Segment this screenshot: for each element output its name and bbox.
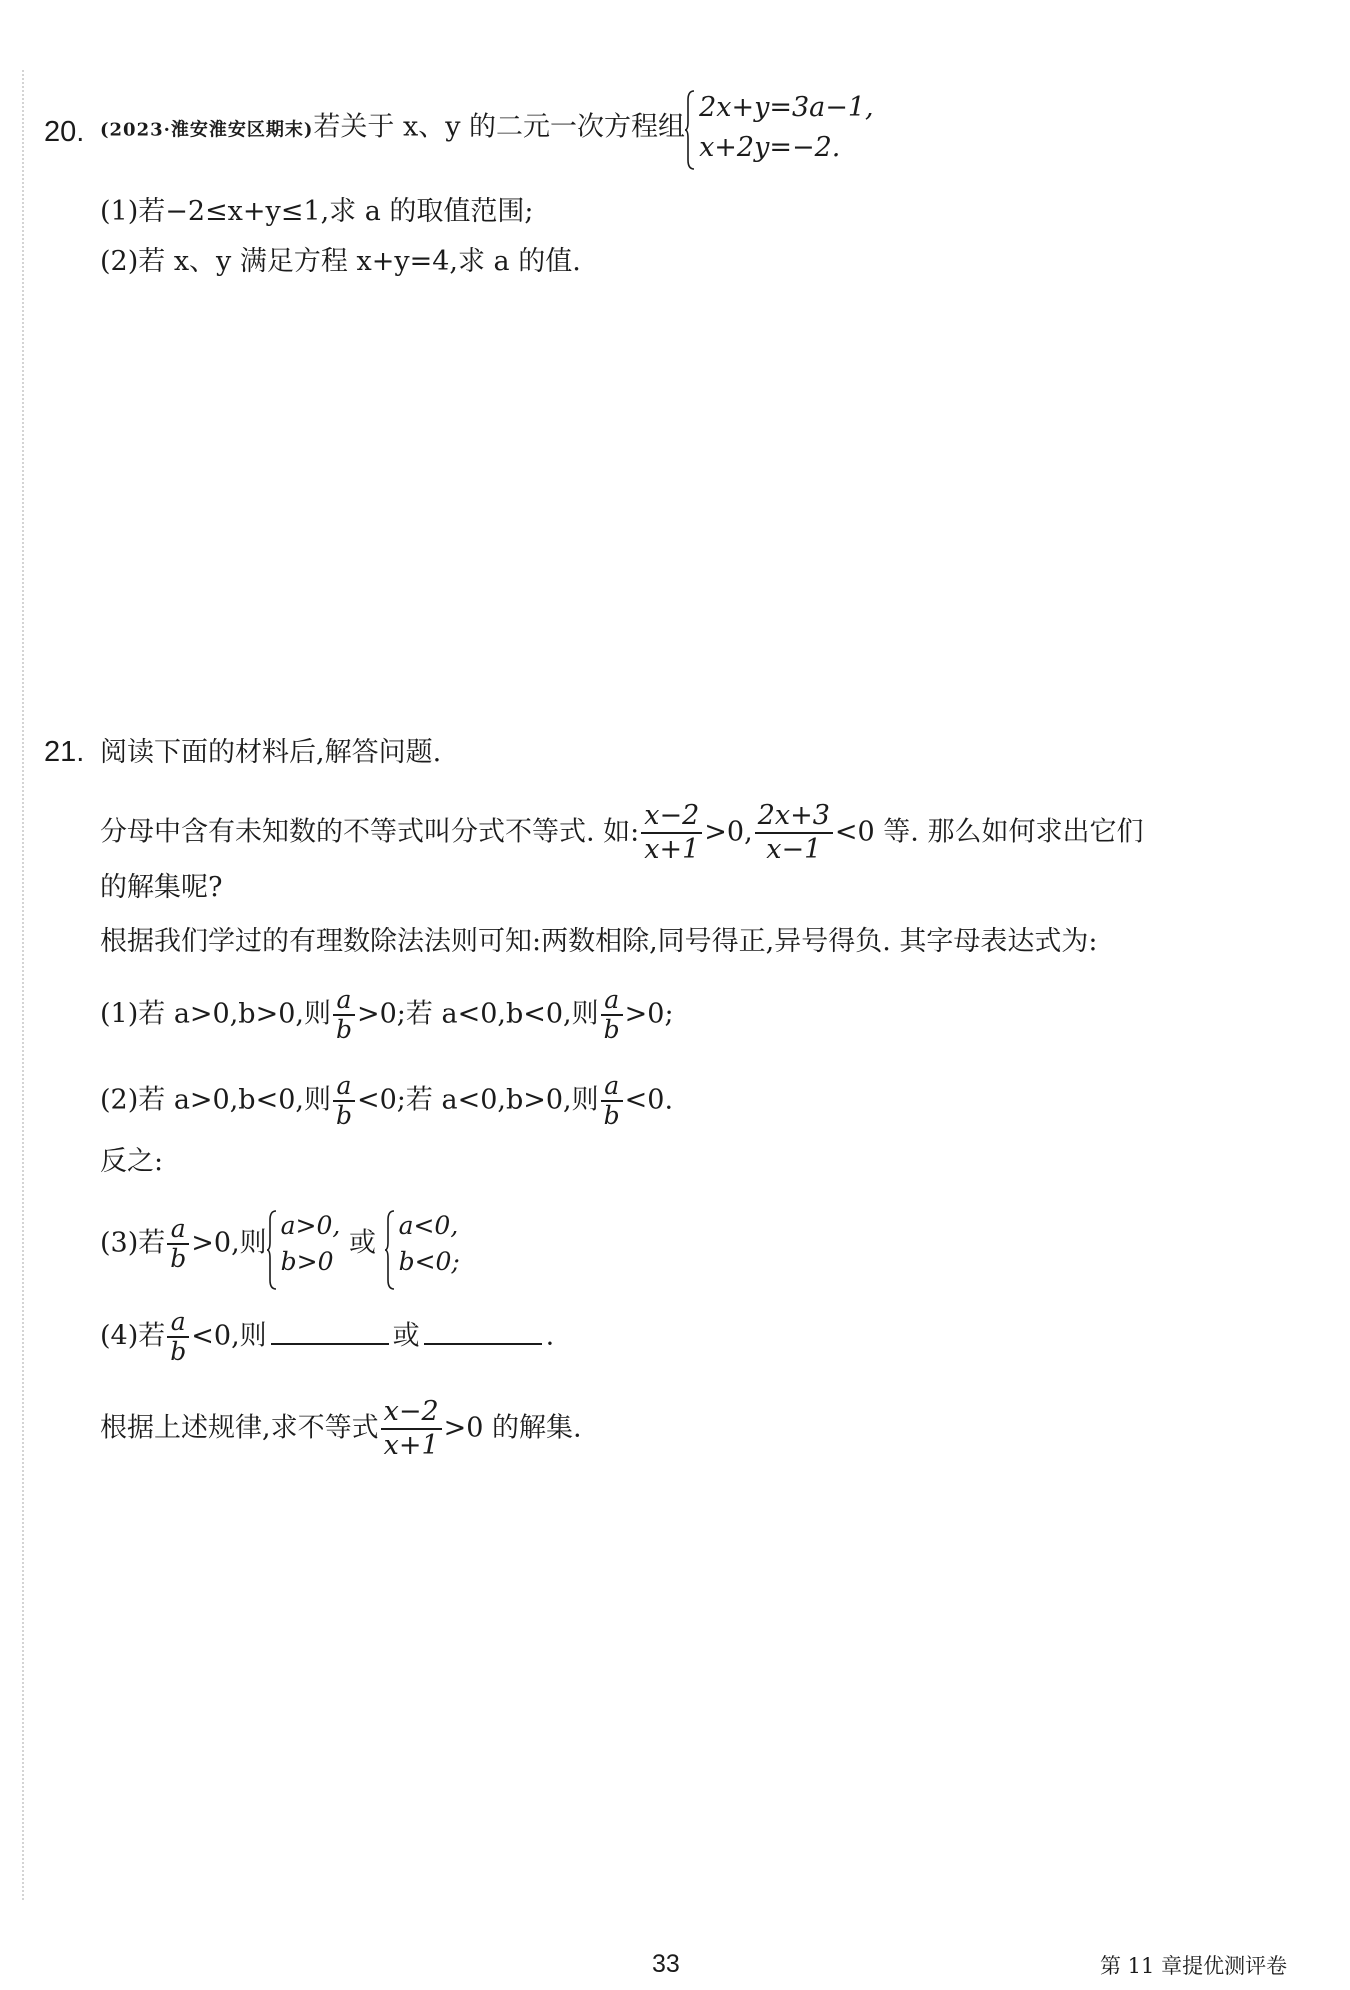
rule-2-text-b: <0;若 a<0,b>0,则 (357, 1084, 599, 1116)
rule-1-text-a: (1)若 a>0,b>0,则 (100, 998, 331, 1030)
fraction-a-over-b (601, 986, 623, 1044)
fraction-denominator: b (170, 1244, 187, 1273)
brace-icon (685, 90, 695, 170)
q21-definition-mid: >0, (704, 816, 753, 848)
q20-part-2: (2)若 x、y 满足方程 x+y=4,求 a 的值. (100, 246, 581, 277)
or-word: 或 (392, 1320, 420, 1352)
fraction-denominator: b (335, 1015, 352, 1044)
rule-3-text-a: (3)若 (100, 1227, 166, 1259)
system-a-pos-b-pos (267, 1208, 341, 1280)
q20-equation-2: x+2y=−2. (699, 132, 841, 163)
q21-intro: 阅读下面的材料后,解答问题. (100, 737, 442, 768)
q20-source: (2023·淮安淮安区期末) (100, 119, 314, 141)
fraction-denominator: x+1 (383, 1430, 439, 1461)
rule-4-end: . (545, 1320, 555, 1352)
fraction-numerator: a (333, 1072, 355, 1102)
rule-1-text-b: >0;若 a<0,b<0,则 (357, 998, 599, 1030)
brace-icon (385, 1210, 395, 1290)
q21-rule-4 (100, 1308, 554, 1366)
q20-equation-system (685, 88, 874, 168)
fraction-numerator: x−2 (641, 800, 702, 834)
fraction-numerator: 2x+3 (755, 800, 833, 834)
fraction-numerator: a (601, 986, 623, 1016)
rule-4-text-b: <0,则 (191, 1320, 267, 1352)
q21-definition-line-2: 的解集呢? (100, 872, 223, 903)
fraction-denominator: b (170, 1337, 187, 1366)
brace-icon (267, 1210, 277, 1290)
q21-rule-3 (100, 1208, 460, 1280)
rule-2-text-a: (2)若 a>0,b<0,则 (100, 1084, 331, 1116)
fraction-denominator: b (335, 1101, 352, 1130)
q21-converse: 反之: (100, 1146, 164, 1177)
rule-2-text-c: <0. (624, 1084, 674, 1116)
system-row: b>0 (280, 1247, 334, 1276)
fraction-denominator: x−1 (766, 834, 822, 865)
system-row: a<0, (398, 1211, 459, 1240)
q20-part-1: (1)若−2≤x+y≤1,求 a 的取值范围; (100, 196, 534, 227)
system-a-neg-b-neg (385, 1208, 460, 1280)
q21-rule-1 (100, 986, 674, 1044)
answer-blank-2[interactable] (424, 1317, 542, 1345)
fraction-a-over-b (167, 1215, 189, 1273)
fraction-a-over-b (167, 1308, 189, 1366)
rule-3-text-b: >0,则 (191, 1227, 267, 1259)
fraction-a-over-b (601, 1072, 623, 1130)
answer-blank-1[interactable] (271, 1317, 389, 1345)
q20-stem-line (100, 88, 874, 168)
fraction-x-2-over-x+1 (641, 800, 702, 866)
q21-definition-line (100, 800, 1143, 866)
q21-rule-2 (100, 1072, 673, 1130)
fraction-denominator: b (603, 1015, 620, 1044)
fraction-numerator: x−2 (381, 1396, 442, 1430)
fraction-numerator: a (167, 1308, 189, 1338)
q20-number: 20. (44, 116, 85, 148)
rule-1-text-c: >0; (624, 998, 674, 1030)
fraction-numerator: a (167, 1215, 189, 1245)
task-text-post: >0 的解集. (443, 1412, 582, 1444)
fraction-x-2-over-x+1 (381, 1396, 442, 1462)
fraction-numerator: a (333, 986, 355, 1016)
q21-definition-text: 分母中含有未知数的不等式叫分式不等式. 如: (100, 816, 640, 848)
binding-margin-line (22, 70, 24, 1900)
q21-definition-post: <0 等. 那么如何求出它们 (834, 816, 1144, 848)
fraction-numerator: a (601, 1072, 623, 1102)
q21-number: 21. (44, 736, 85, 768)
or-word: 或 (348, 1227, 376, 1259)
chapter-label: 第 11 章提优测评卷 (1100, 1954, 1288, 1978)
fraction-a-over-b (333, 1072, 355, 1130)
fraction-a-over-b (333, 986, 355, 1044)
fraction-2x+3-over-x-1 (755, 800, 833, 866)
system-row: b<0; (398, 1247, 460, 1276)
task-text: 根据上述规律,求不等式 (100, 1412, 379, 1444)
q20-equation-1: 2x+y=3a−1, (699, 92, 874, 123)
fraction-denominator: b (603, 1101, 620, 1130)
q20-stem: 若关于 x、y 的二元一次方程组 (313, 111, 686, 143)
rule-4-text-a: (4)若 (100, 1320, 166, 1352)
page-number: 33 (652, 1950, 680, 1978)
system-row: a>0, (280, 1211, 341, 1240)
q21-rule-line: 根据我们学过的有理数除法法则可知:两数相除,同号得正,异号得负. 其字母表达式为: (100, 926, 1098, 957)
q21-task (100, 1396, 582, 1462)
fraction-denominator: x+1 (644, 834, 700, 865)
